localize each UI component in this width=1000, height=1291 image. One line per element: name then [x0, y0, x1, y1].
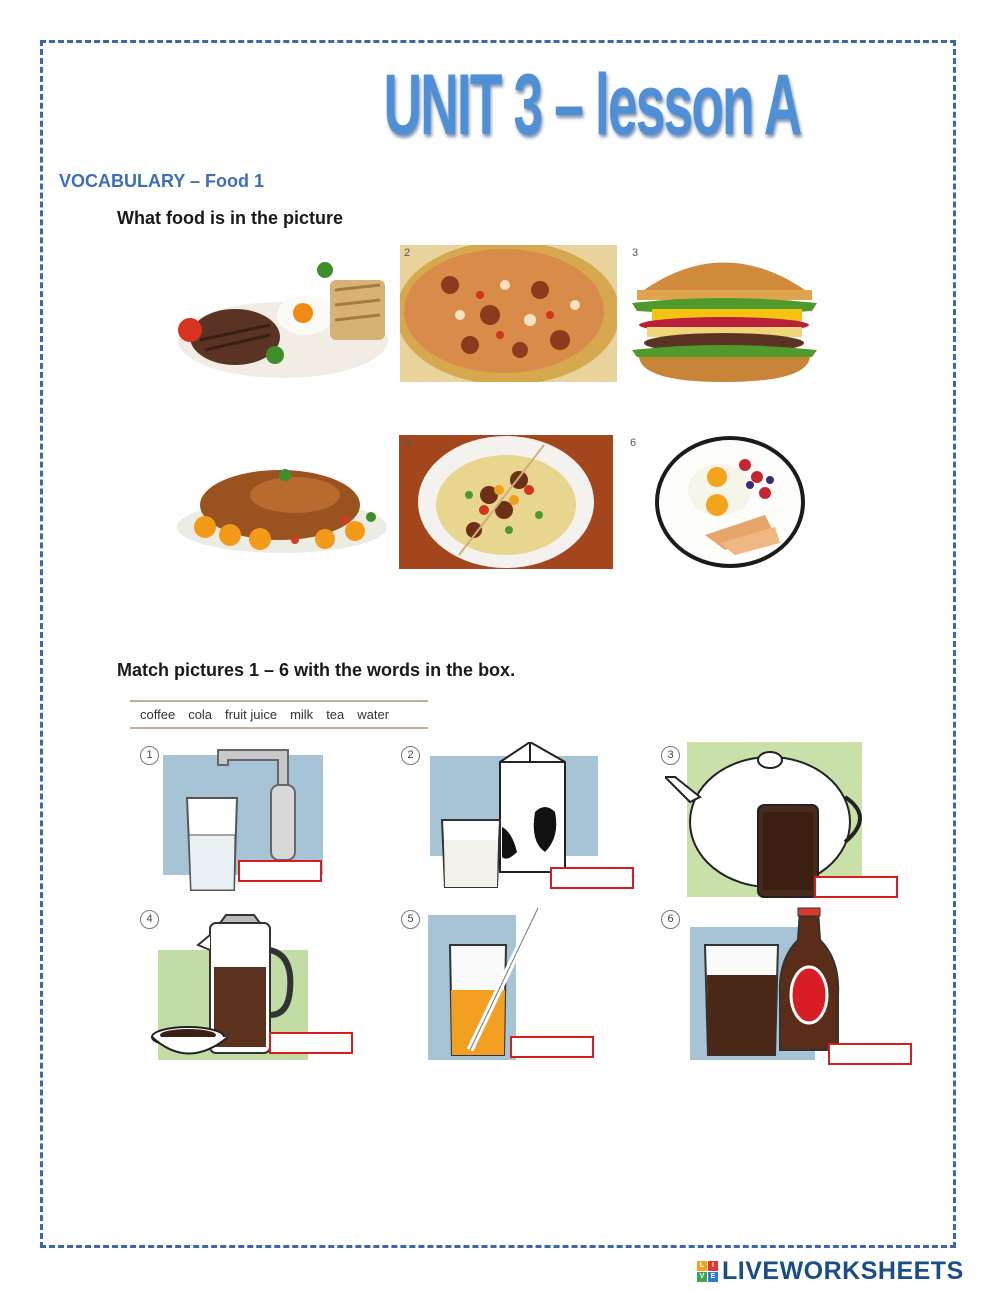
- drink-number: 4: [140, 910, 159, 929]
- drink-number: 5: [401, 910, 420, 929]
- drink-number: 3: [661, 746, 680, 765]
- liveworksheets-logo-icon: L I V E: [697, 1261, 718, 1282]
- word-fruit-juice: fruit juice: [225, 707, 278, 722]
- page-title: UNIT 3 – lesson A: [383, 57, 801, 153]
- food-picture-steak-and-eggs: [175, 245, 390, 382]
- answer-input-1[interactable]: [238, 860, 322, 882]
- word-box: [130, 700, 428, 729]
- answer-input-6[interactable]: [828, 1043, 912, 1065]
- question-match: Match pictures 1 – 6 with the words in the box.: [117, 660, 516, 680]
- word-coffee: coffee: [140, 707, 176, 722]
- food-picture-number: 6: [630, 437, 637, 449]
- food-picture-eggs-breakfast: [625, 435, 822, 569]
- liveworksheets-logo: [697, 1256, 964, 1286]
- vocabulary-heading: VOCABULARY – Food 1: [59, 171, 265, 191]
- food-picture-number: 2: [404, 247, 411, 259]
- word-tea: tea: [326, 707, 345, 722]
- drink-number: 1: [140, 746, 159, 765]
- answer-input-2[interactable]: [550, 867, 634, 889]
- food-picture-number: 5: [404, 437, 411, 449]
- word-cola: cola: [188, 707, 213, 722]
- food-picture-number: 3: [632, 247, 639, 259]
- answer-input-5[interactable]: [510, 1036, 594, 1058]
- drink-number: 2: [401, 746, 420, 765]
- drink-picture-cola: [690, 905, 865, 1065]
- answer-input-4[interactable]: [269, 1032, 353, 1054]
- food-picture-roast-duck: [175, 435, 390, 560]
- food-picture-kebab-rice: [399, 435, 613, 569]
- drink-number: 6: [661, 910, 680, 929]
- food-picture-hamburger: [627, 245, 822, 382]
- food-picture-paella: [400, 245, 617, 382]
- word-water: water: [357, 707, 390, 722]
- answer-input-3[interactable]: [814, 876, 898, 898]
- word-milk: milk: [290, 707, 314, 722]
- brand-name: LIVEWORKSHEETS: [722, 1256, 964, 1285]
- question-food: What food is in the picture: [117, 208, 343, 228]
